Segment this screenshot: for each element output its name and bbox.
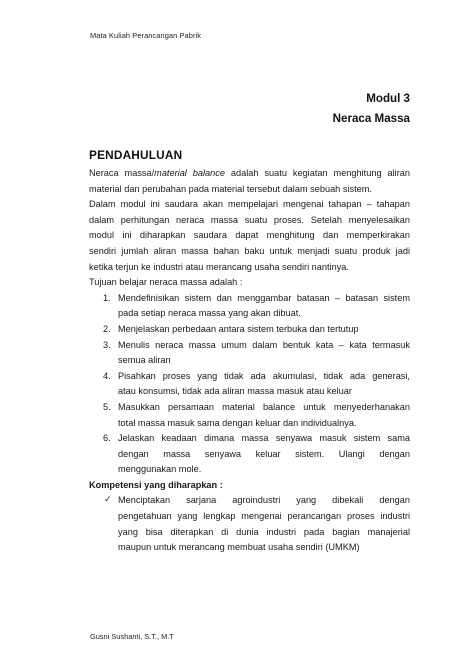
objective-line: semua aliran (118, 355, 171, 366)
module-title-block (333, 89, 410, 129)
running-header: Mata Kuliah Perancangan Pabrik (90, 31, 202, 40)
objective-line: Jelaskan keadaan dimana massa senyawa masuk sistem sama (118, 433, 410, 444)
section-heading: PENDAHULUAN (89, 148, 183, 162)
intro-line: material dan perubahan pada material tersebut dalam sebuah sistem. (89, 183, 372, 194)
objective-item (89, 431, 410, 478)
running-footer: Gusni Sushanti, S.T., M.T (90, 632, 174, 641)
body-text (89, 166, 410, 556)
objective-item (89, 369, 410, 400)
objective-line: pada setiap neraca massa yang akan dibuat. (118, 308, 301, 319)
intro-line: dalam perhitungan neraca massa suatu proses. Setelah menyelesaikan (89, 214, 410, 225)
competency-line: yang bisa diterapkan di dunia industri pada bagian manajerial (118, 526, 410, 537)
intro-line: Dalam modul ini saudara akan mempelajari mengenai tahapan – tahapan (89, 199, 410, 210)
objective-number: 6. (103, 433, 111, 444)
objective-line: total massa masuk sama dengan keluar dan individualnya. (118, 417, 357, 428)
competency-line: maupun untuk merancang membuat usaha sendiri (UMKM) (118, 542, 360, 553)
objective-number: 4. (103, 370, 111, 381)
objective-line: atau konsumsi, tidak ada aliran massa masuk atau keluar (118, 386, 352, 397)
competency-line: pengetahuan yang lengkap mengenai perancangan proses industri (118, 511, 410, 522)
objectives-lead: Tujuan belajar neraca massa adalah : (89, 277, 243, 288)
objective-line: menggunakan mole. (118, 464, 202, 475)
objective-line: dengan massa senyawa keluar sistem. Ulangi dengan (118, 448, 410, 459)
competency-heading: Kompetensi yang diharapkan : (89, 479, 223, 490)
competency-line: Menciptakan sarjana agroindustri yang dibekali dengan (118, 495, 410, 506)
objective-item (89, 338, 410, 369)
objective-line: Menjelaskan perbedaan antara sistem terbuka dan tertutup (118, 323, 359, 334)
intro-line: sendiri jumlah aliran massa bahan baku untuk menjadi suatu produk jadi (89, 245, 410, 256)
objective-line: Menulis neraca massa umum dalam bentuk kata – kata termasuk (118, 339, 410, 350)
module-title: Neraca Massa (332, 112, 410, 125)
objective-item (89, 291, 410, 322)
objective-line: Mendefinisikan sistem dan menggambar batasan – batasan sistem (118, 292, 410, 303)
intro-line: modul ini diharapkan saudara dapat menghitung dan memperkirakan (89, 230, 410, 241)
intro-line: ketika terjun ke industri atau merancang usaha sendiri nantinya. (89, 261, 349, 272)
competency-item (89, 493, 410, 555)
objectives-list (89, 291, 410, 478)
objective-line: Pisahkan proses yang tidak ada akumulasi, tidak ada generasi, (118, 370, 410, 381)
intro-italic-term: material balance (154, 168, 225, 178)
check-icon: ✓ (104, 495, 112, 506)
module-number: Modul 3 (366, 92, 410, 105)
intro-text: Neraca massa/ (89, 168, 155, 178)
intro-text: adalah suatu kegiatan menghitung aliran (224, 168, 410, 178)
objective-line: Masukkan persamaan material balance untuk menyederhanakan (118, 401, 410, 412)
objective-item (89, 400, 410, 431)
objective-item (89, 322, 410, 338)
intro-line (89, 166, 410, 182)
objective-number: 3. (103, 339, 111, 350)
objective-number: 5. (103, 401, 111, 412)
objective-number: 2. (103, 323, 111, 334)
objective-number: 1. (103, 292, 111, 303)
